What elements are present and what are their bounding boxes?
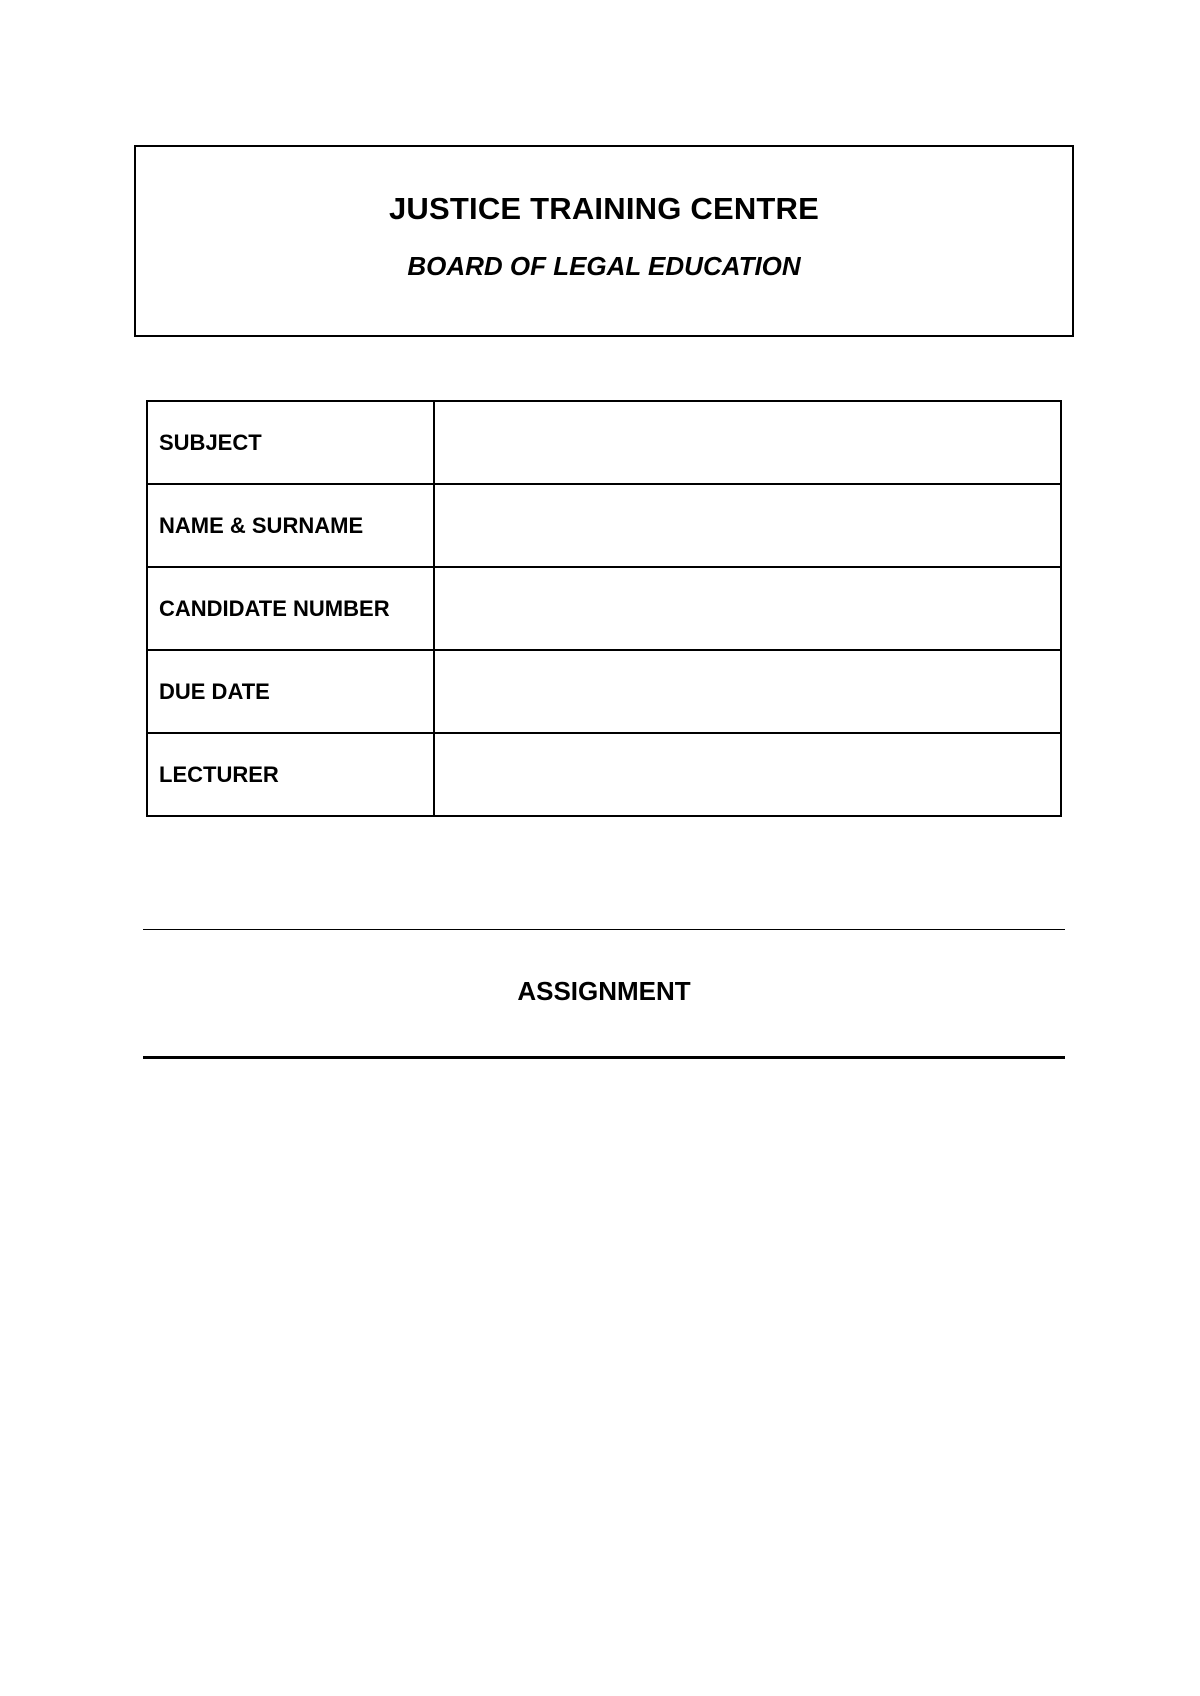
table-row — [147, 401, 1061, 484]
assignment-title: ASSIGNMENT — [517, 976, 691, 1006]
name-surname-label: NAME & SURNAME — [147, 484, 434, 567]
candidate-number-label: CANDIDATE NUMBER — [147, 567, 434, 650]
header-box — [134, 145, 1074, 337]
table-row — [147, 650, 1061, 733]
table-row — [147, 567, 1061, 650]
subject-label: SUBJECT — [147, 401, 434, 484]
table-row — [147, 733, 1061, 816]
lecturer-label: LECTURER — [147, 733, 434, 816]
subject-field[interactable] — [434, 401, 1061, 484]
due-date-label: DUE DATE — [147, 650, 434, 733]
lecturer-field[interactable] — [434, 733, 1061, 816]
candidate-number-field[interactable] — [434, 567, 1061, 650]
name-surname-field[interactable] — [434, 484, 1061, 567]
table-row — [147, 484, 1061, 567]
bottom-divider — [143, 1056, 1065, 1059]
institution-title: JUSTICE TRAINING CENTRE — [388, 191, 820, 226]
top-divider — [143, 929, 1065, 930]
candidate-info-table — [146, 400, 1062, 817]
institution-subtitle: BOARD OF LEGAL EDUCATION — [407, 251, 801, 281]
due-date-field[interactable] — [434, 650, 1061, 733]
